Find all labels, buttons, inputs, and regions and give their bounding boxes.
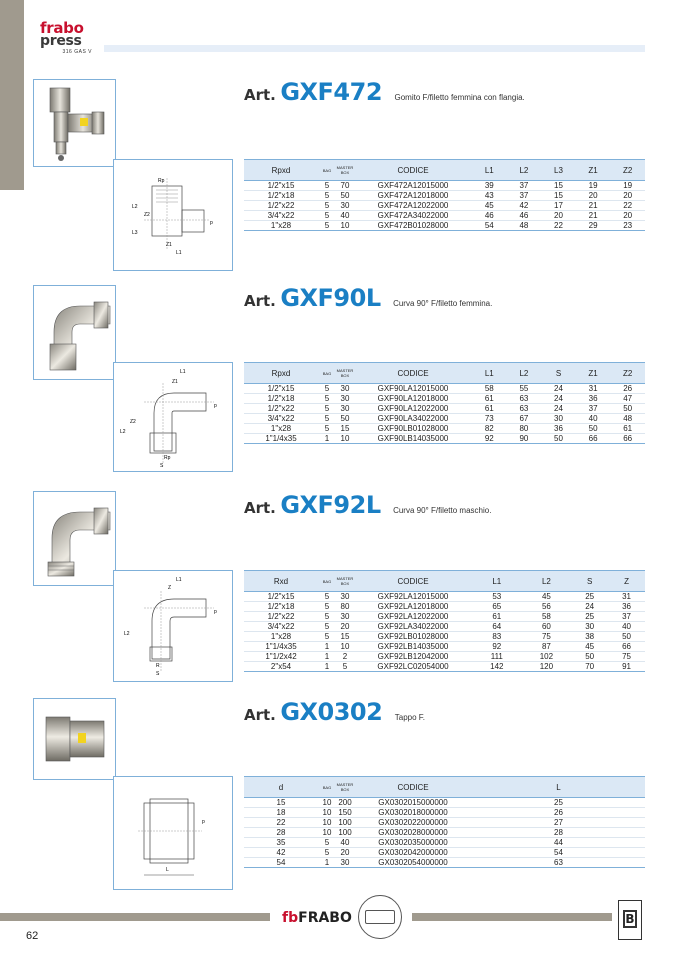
svg-text:Rp: Rp bbox=[164, 455, 171, 461]
product-photo-cap bbox=[33, 698, 116, 780]
table-row: 3/4"x22 5 40 GXF472A34022000 46 46 20 21 20 bbox=[244, 211, 645, 221]
svg-text:Z1: Z1 bbox=[172, 379, 178, 385]
svg-text:p: p bbox=[214, 403, 217, 409]
table-row: 1/2"x18 5 50 GXF472A12018000 43 37 15 20 20 bbox=[244, 191, 645, 201]
svg-text:Z2: Z2 bbox=[144, 212, 150, 218]
table-row: 42 5 20 GX0302042000000 54 bbox=[244, 848, 645, 858]
technical-drawing-gxf472 bbox=[113, 159, 233, 271]
svg-text:L3: L3 bbox=[132, 230, 138, 236]
table-row: 1/2"x18 5 30 GXF90LA12018000 61 63 24 36 47 bbox=[244, 394, 645, 404]
table-row: 1"x28 5 15 GXF92LB01028000 83 75 38 50 bbox=[244, 632, 645, 642]
table-row: 1"1/4x35 1 10 GXF90LB14035000 92 90 50 66 66 bbox=[244, 434, 645, 444]
article-title-gxf92l: Art. GXF92L Curva 90° F/filetto maschio. bbox=[244, 491, 492, 519]
spec-table-gxf92l: Rxd BAG MASTER BOX CODICE L1 L2 S Z 1/2"x15 5 30 GXF92LA12015000 53 45 25 31 1/2"x18 5 80 GXF92LA12018000 65 56 24 36 1/2"x22 5 30 GXF92LA12022000 61 58 25 37 3/4"x22 5 20 GXF92LA34022000 64 60 30 40 1"x28 5 15 GXF92LB01028000 83 75 38 50 1"1/4x35 1 10 GXF92LB14035000 92 87 45 66 1"1/2x42 1 2 GXF92LB12042000 111 102 50 75 2"x54 1 5 GXF92LC02054000 142 120 70 91 bbox=[244, 570, 645, 672]
table-row: 1/2"x15 5 30 GXF92LA12015000 53 45 25 31 bbox=[244, 592, 645, 602]
table-row: 1/2"x18 5 80 GXF92LA12018000 65 56 24 36 bbox=[244, 602, 645, 612]
table-row: 18 10 150 GX0302018000000 26 bbox=[244, 808, 645, 818]
svg-text:Rp: Rp bbox=[158, 178, 165, 184]
table-row: 1/2"x15 5 30 GXF90LA12015000 58 55 24 31 26 bbox=[244, 384, 645, 394]
svg-text:p: p bbox=[210, 220, 213, 226]
table-row: 1"1/4x35 1 10 GXF92LB14035000 92 87 45 66 bbox=[244, 642, 645, 652]
footer-bar-right bbox=[412, 913, 612, 921]
table-row: 1/2"x22 5 30 GXF92LA12022000 61 58 25 37 bbox=[244, 612, 645, 622]
table-row: 3/4"x22 5 20 GXF92LA34022000 64 60 30 40 bbox=[244, 622, 645, 632]
page-number: 62 bbox=[26, 930, 39, 942]
svg-text:Z1: Z1 bbox=[166, 242, 172, 248]
product-photo-elbow-flange bbox=[33, 79, 116, 167]
svg-text:Z: Z bbox=[168, 585, 172, 591]
table-row: 1/2"x15 5 70 GXF472A12015000 39 37 15 19 19 bbox=[244, 181, 645, 191]
table-row: 22 10 100 GX0302022000000 27 bbox=[244, 818, 645, 828]
svg-text:S: S bbox=[156, 671, 160, 677]
product-photo-curve-female bbox=[33, 285, 116, 380]
table-row: 15 10 200 GX0302015000000 25 bbox=[244, 798, 645, 808]
table-row: 3/4"x22 5 50 GXF90LA34022000 73 67 30 40 48 bbox=[244, 414, 645, 424]
svg-text:L2: L2 bbox=[124, 631, 130, 637]
product-photo-curve-male bbox=[33, 491, 116, 586]
table-row: 1/2"x22 5 30 GXF90LA12022000 61 63 24 37 50 bbox=[244, 404, 645, 414]
article-title-gxf90l: Art. GXF90L Curva 90° F/filetto femmina. bbox=[244, 284, 493, 312]
spec-table-gxf90l: Rpxd BAG MASTER BOX CODICE L1 L2 S Z1 Z2 1/2"x15 5 30 GXF90LA12015000 58 55 24 31 26 1/2"x18 5 30 GXF90LA12018000 61 63 24 36 47 1/2"x22 5 30 GXF90LA12022000 61 63 24 37 50 3/4"x22 5 50 GXF90LA34022000 73 67 30 40 48 1"x28 5 15 GXF90LB01028000 82 80 36 50 61 1"1/4x35 1 10 GXF90LB14035000 92 90 50 66 66 bbox=[244, 362, 645, 444]
svg-text:L1: L1 bbox=[176, 250, 182, 256]
spec-table-gxf472: Rpxd BAG MASTER BOX CODICE L1 L2 L3 Z1 Z2 1/2"x15 5 70 GXF472A12015000 39 37 15 19 19 1/2"x18 5 50 GXF472A12018000 43 37 15 20 20 1/2"x22 5 30 GXF472A12022000 45 42 17 21 22 3/4"x22 5 40 GXF472A34022000 46 46 20 21 20 1"x28 5 10 GXF472B01028000 54 48 22 29 23 bbox=[244, 159, 645, 231]
group-logo: B bbox=[618, 900, 642, 940]
table-row: 2"x54 1 5 GXF92LC02054000 142 120 70 91 bbox=[244, 662, 645, 672]
article-title-gx0302: Art. GX0302 Tappo F. bbox=[244, 698, 426, 726]
header-strip bbox=[104, 45, 645, 52]
table-row: 1"x28 5 15 GXF90LB01028000 82 80 36 50 61 bbox=[244, 424, 645, 434]
table-row: 1"1/2x42 1 2 GXF92LB12042000 111 102 50 75 bbox=[244, 652, 645, 662]
table-row: 54 1 30 GX0302054000000 63 bbox=[244, 858, 645, 868]
svg-text:p: p bbox=[202, 819, 205, 825]
footer-frabo-logo: fbFRABO bbox=[282, 910, 352, 926]
certification-seal bbox=[358, 895, 402, 939]
svg-text:L1: L1 bbox=[176, 577, 182, 583]
svg-text:L2: L2 bbox=[120, 429, 126, 435]
table-row: 1/2"x22 5 30 GXF472A12022000 45 42 17 21 22 bbox=[244, 201, 645, 211]
table-row: 1"x28 5 10 GXF472B01028000 54 48 22 29 23 bbox=[244, 221, 645, 231]
technical-drawing-gxf92l bbox=[113, 570, 233, 682]
frabo-press-logo: frabo press 316 GAS V bbox=[40, 19, 92, 55]
technical-drawing-gx0302 bbox=[113, 776, 233, 890]
svg-text:L2: L2 bbox=[132, 204, 138, 210]
spec-table-gx0302: d BAG MASTER BOX CODICE L 15 10 200 GX0302015000000 25 18 10 150 GX0302018000000 26 22 10 100 GX0302022000000 27 28 10 100 GX0302028000000 28 35 5 40 GX0302035000000 44 42 5 20 GX0302042000000 54 54 1 30 GX0302054000000 63 bbox=[244, 776, 645, 868]
svg-text:L1: L1 bbox=[180, 369, 186, 375]
svg-text:L: L bbox=[166, 867, 169, 873]
article-title-gxf472: Art. GXF472 Gomito F/filetto femmina con flangia. bbox=[244, 78, 525, 106]
side-accent-bar bbox=[0, 0, 24, 190]
svg-text:R: R bbox=[156, 663, 160, 669]
footer-bar-left bbox=[0, 913, 270, 921]
table-row: 35 5 40 GX0302035000000 44 bbox=[244, 838, 645, 848]
technical-drawing-gxf90l bbox=[113, 362, 233, 472]
table-row: 28 10 100 GX0302028000000 28 bbox=[244, 828, 645, 838]
svg-text:S: S bbox=[160, 463, 164, 469]
svg-text:p: p bbox=[214, 609, 217, 615]
svg-text:Z2: Z2 bbox=[130, 419, 136, 425]
